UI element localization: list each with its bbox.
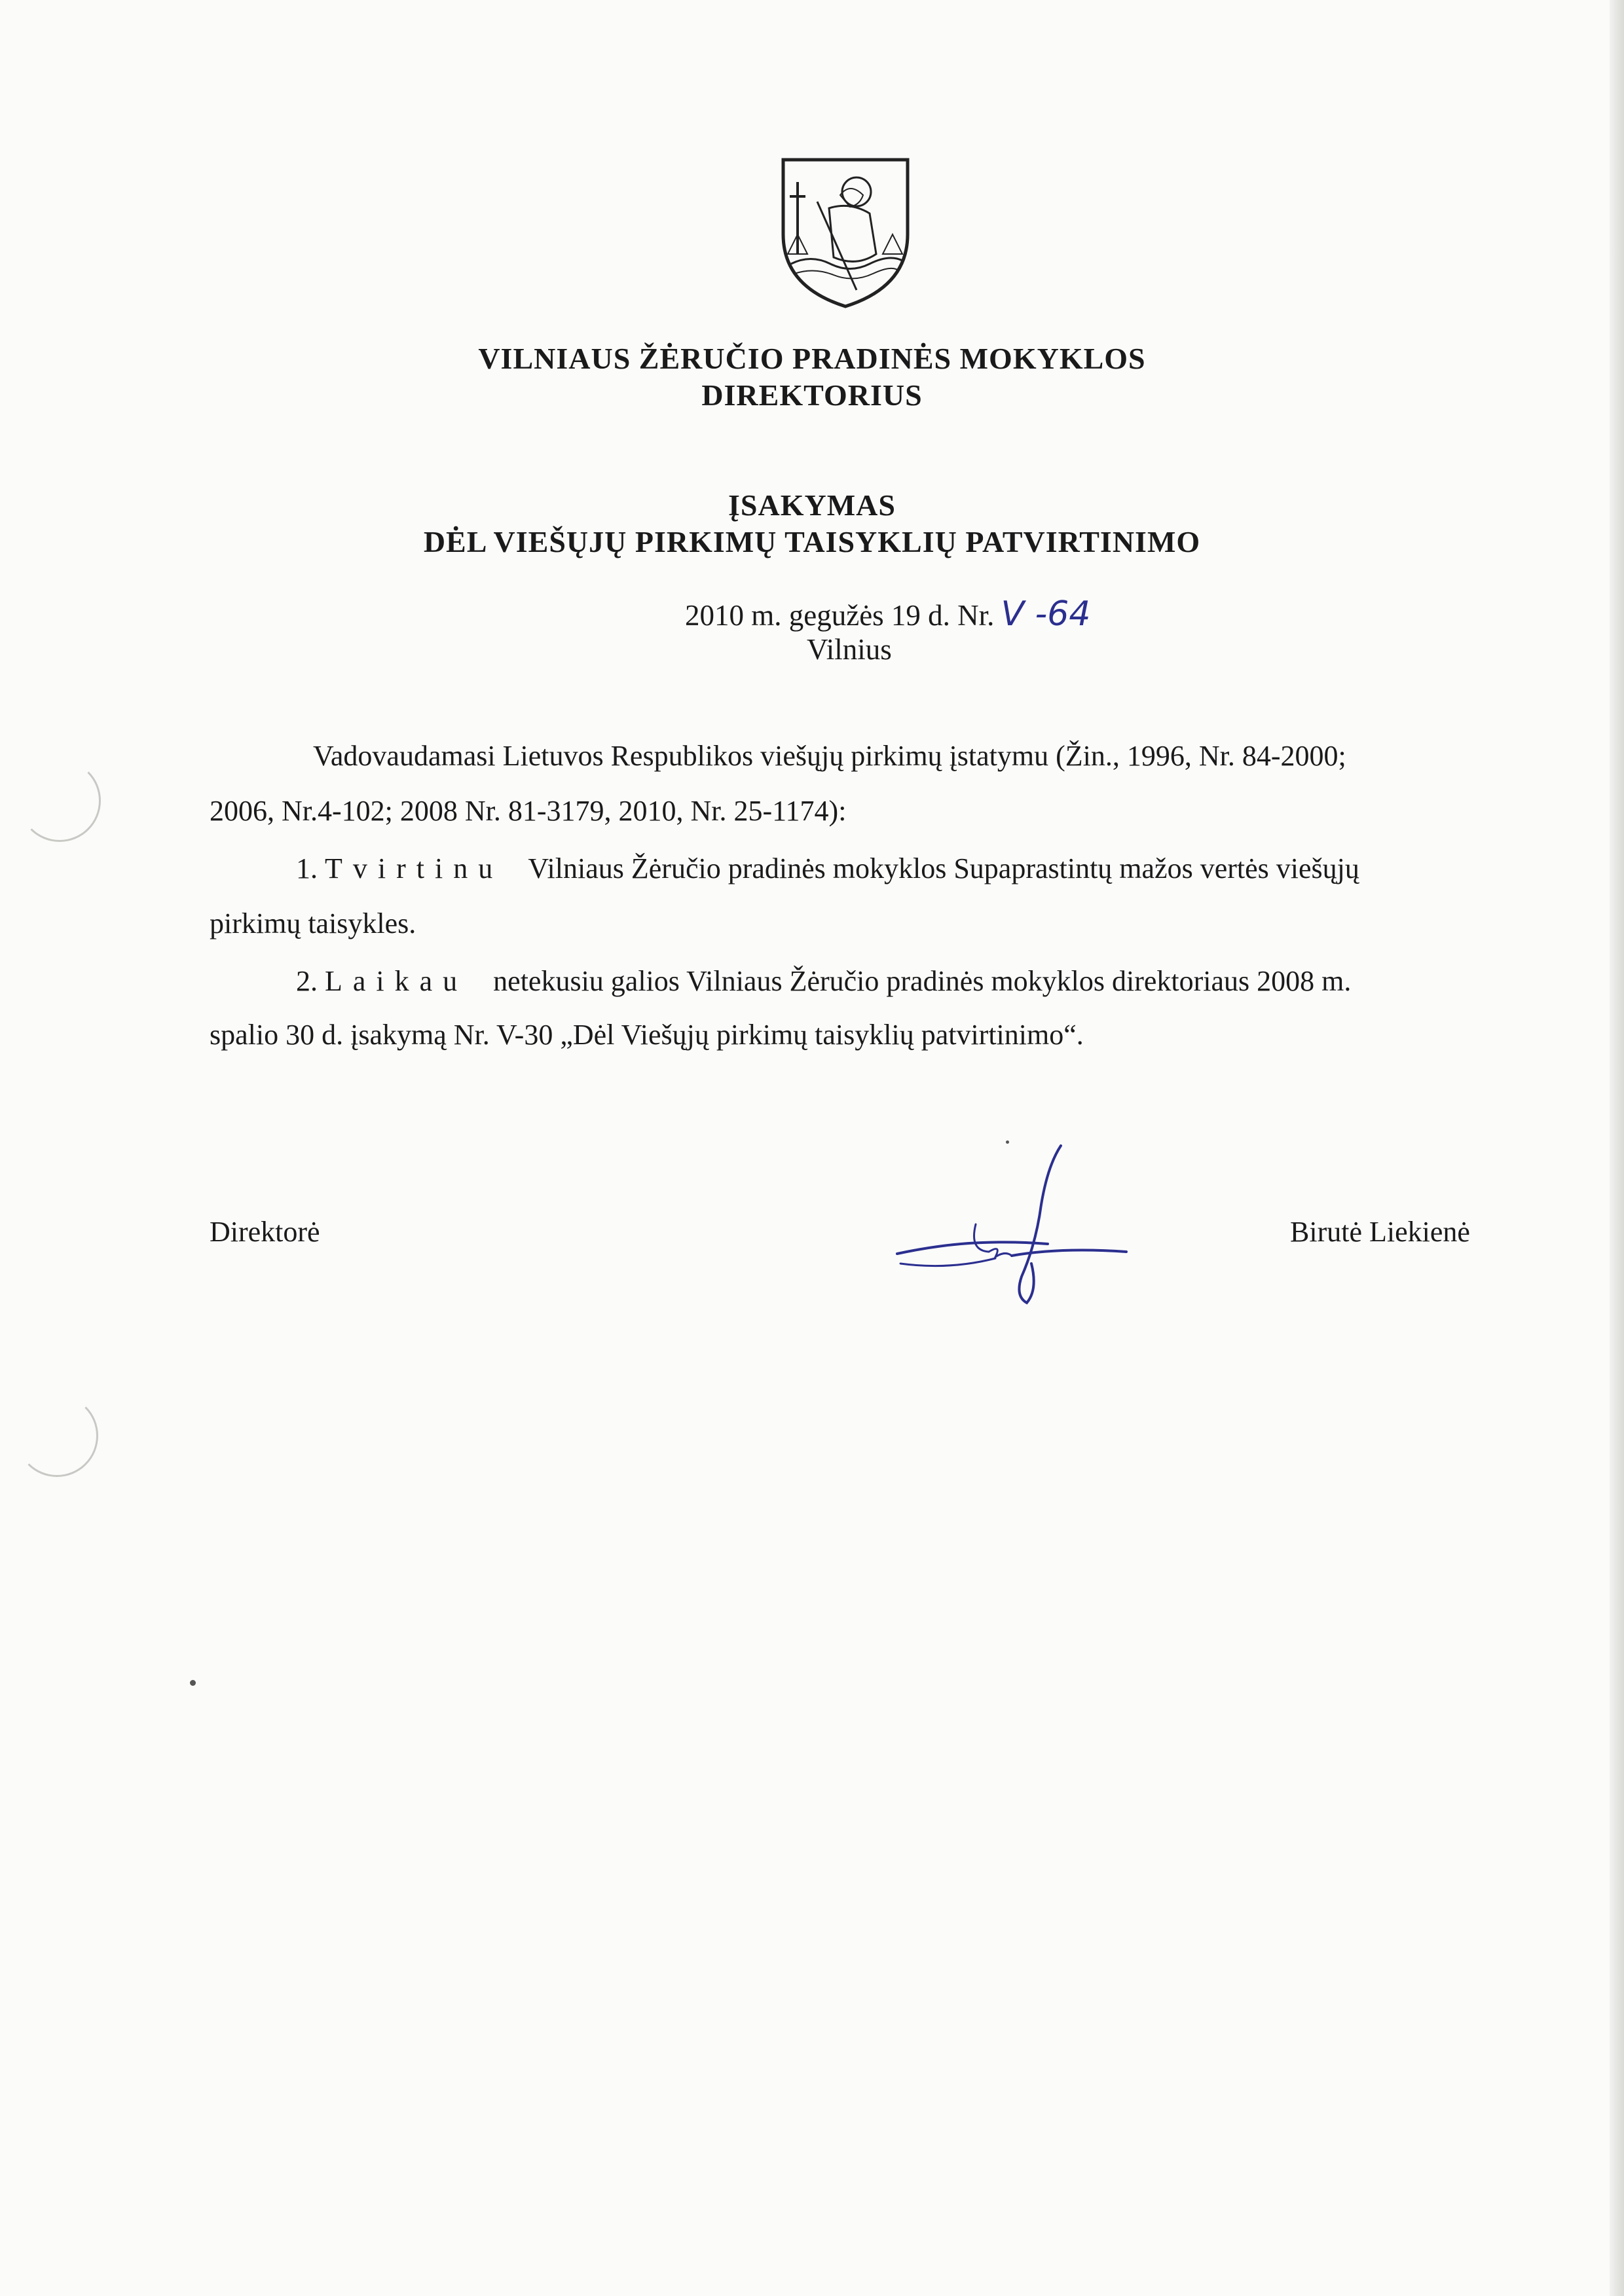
- item-2-verb: Laikau: [325, 965, 468, 997]
- item-2-line-1: [296, 961, 1351, 1002]
- intro-line-1: Vadovaudamasi Lietuvos Respublikos viešųjų pirkimų įstatymu (Žin., 1996, Nr. 84-2000;: [313, 740, 1346, 772]
- item-2-text: netekusiu galios Vilniaus Žėručio pradinės mokyklos direktoriaus 2008 m.: [493, 965, 1352, 997]
- punch-hole-mark: [18, 759, 101, 842]
- item-2-number: 2.: [296, 965, 318, 997]
- signatory-name: Birutė Liekienė: [1290, 1216, 1470, 1248]
- scan-speck: [1006, 1140, 1009, 1144]
- document-type-heading: ĮSAKYMAS: [728, 488, 896, 522]
- item-1-verb: Tvirtinu: [325, 852, 504, 884]
- date-text: 2010 m. gegužės 19 d. Nr.: [685, 599, 995, 632]
- handwritten-order-number: V -64: [1001, 594, 1091, 634]
- item-1-number: 1.: [296, 852, 318, 884]
- handwritten-signature-icon: [891, 1139, 1139, 1322]
- position-heading: DIREKTORIUS: [701, 378, 923, 412]
- item-2-line-2: spalio 30 d. įsakymą Nr. V-30 „Dėl Viešųjų pirkimų taisyklių patvirtinimo“.: [210, 1019, 1084, 1051]
- intro-line-2: 2006, Nr.4-102; 2008 Nr. 81-3179, 2010, Nr. 25-1174):: [210, 795, 847, 827]
- city-label: Vilnius: [807, 633, 892, 666]
- document-subject-heading: DĖL VIEŠŲJŲ PIRKIMŲ TAISYKLIŲ PATVIRTINIMO: [423, 525, 1201, 558]
- item-1-line-1: [296, 848, 1359, 889]
- scan-speck: [190, 1680, 196, 1686]
- punch-hole-mark: [16, 1394, 98, 1477]
- coat-of-arms-icon: [778, 156, 913, 310]
- institution-heading: VILNIAUS ŽĖRUČIO PRADINĖS MOKYKLOS: [478, 342, 1146, 375]
- date-line: [685, 594, 1090, 634]
- item-1-text: Vilniaus Žėručio pradinės mokyklos Supaprastintų mažos vertės viešųjų: [528, 852, 1359, 884]
- item-1-line-2: pirkimų taisykles.: [210, 907, 416, 939]
- signatory-title: Direktorė: [210, 1216, 320, 1248]
